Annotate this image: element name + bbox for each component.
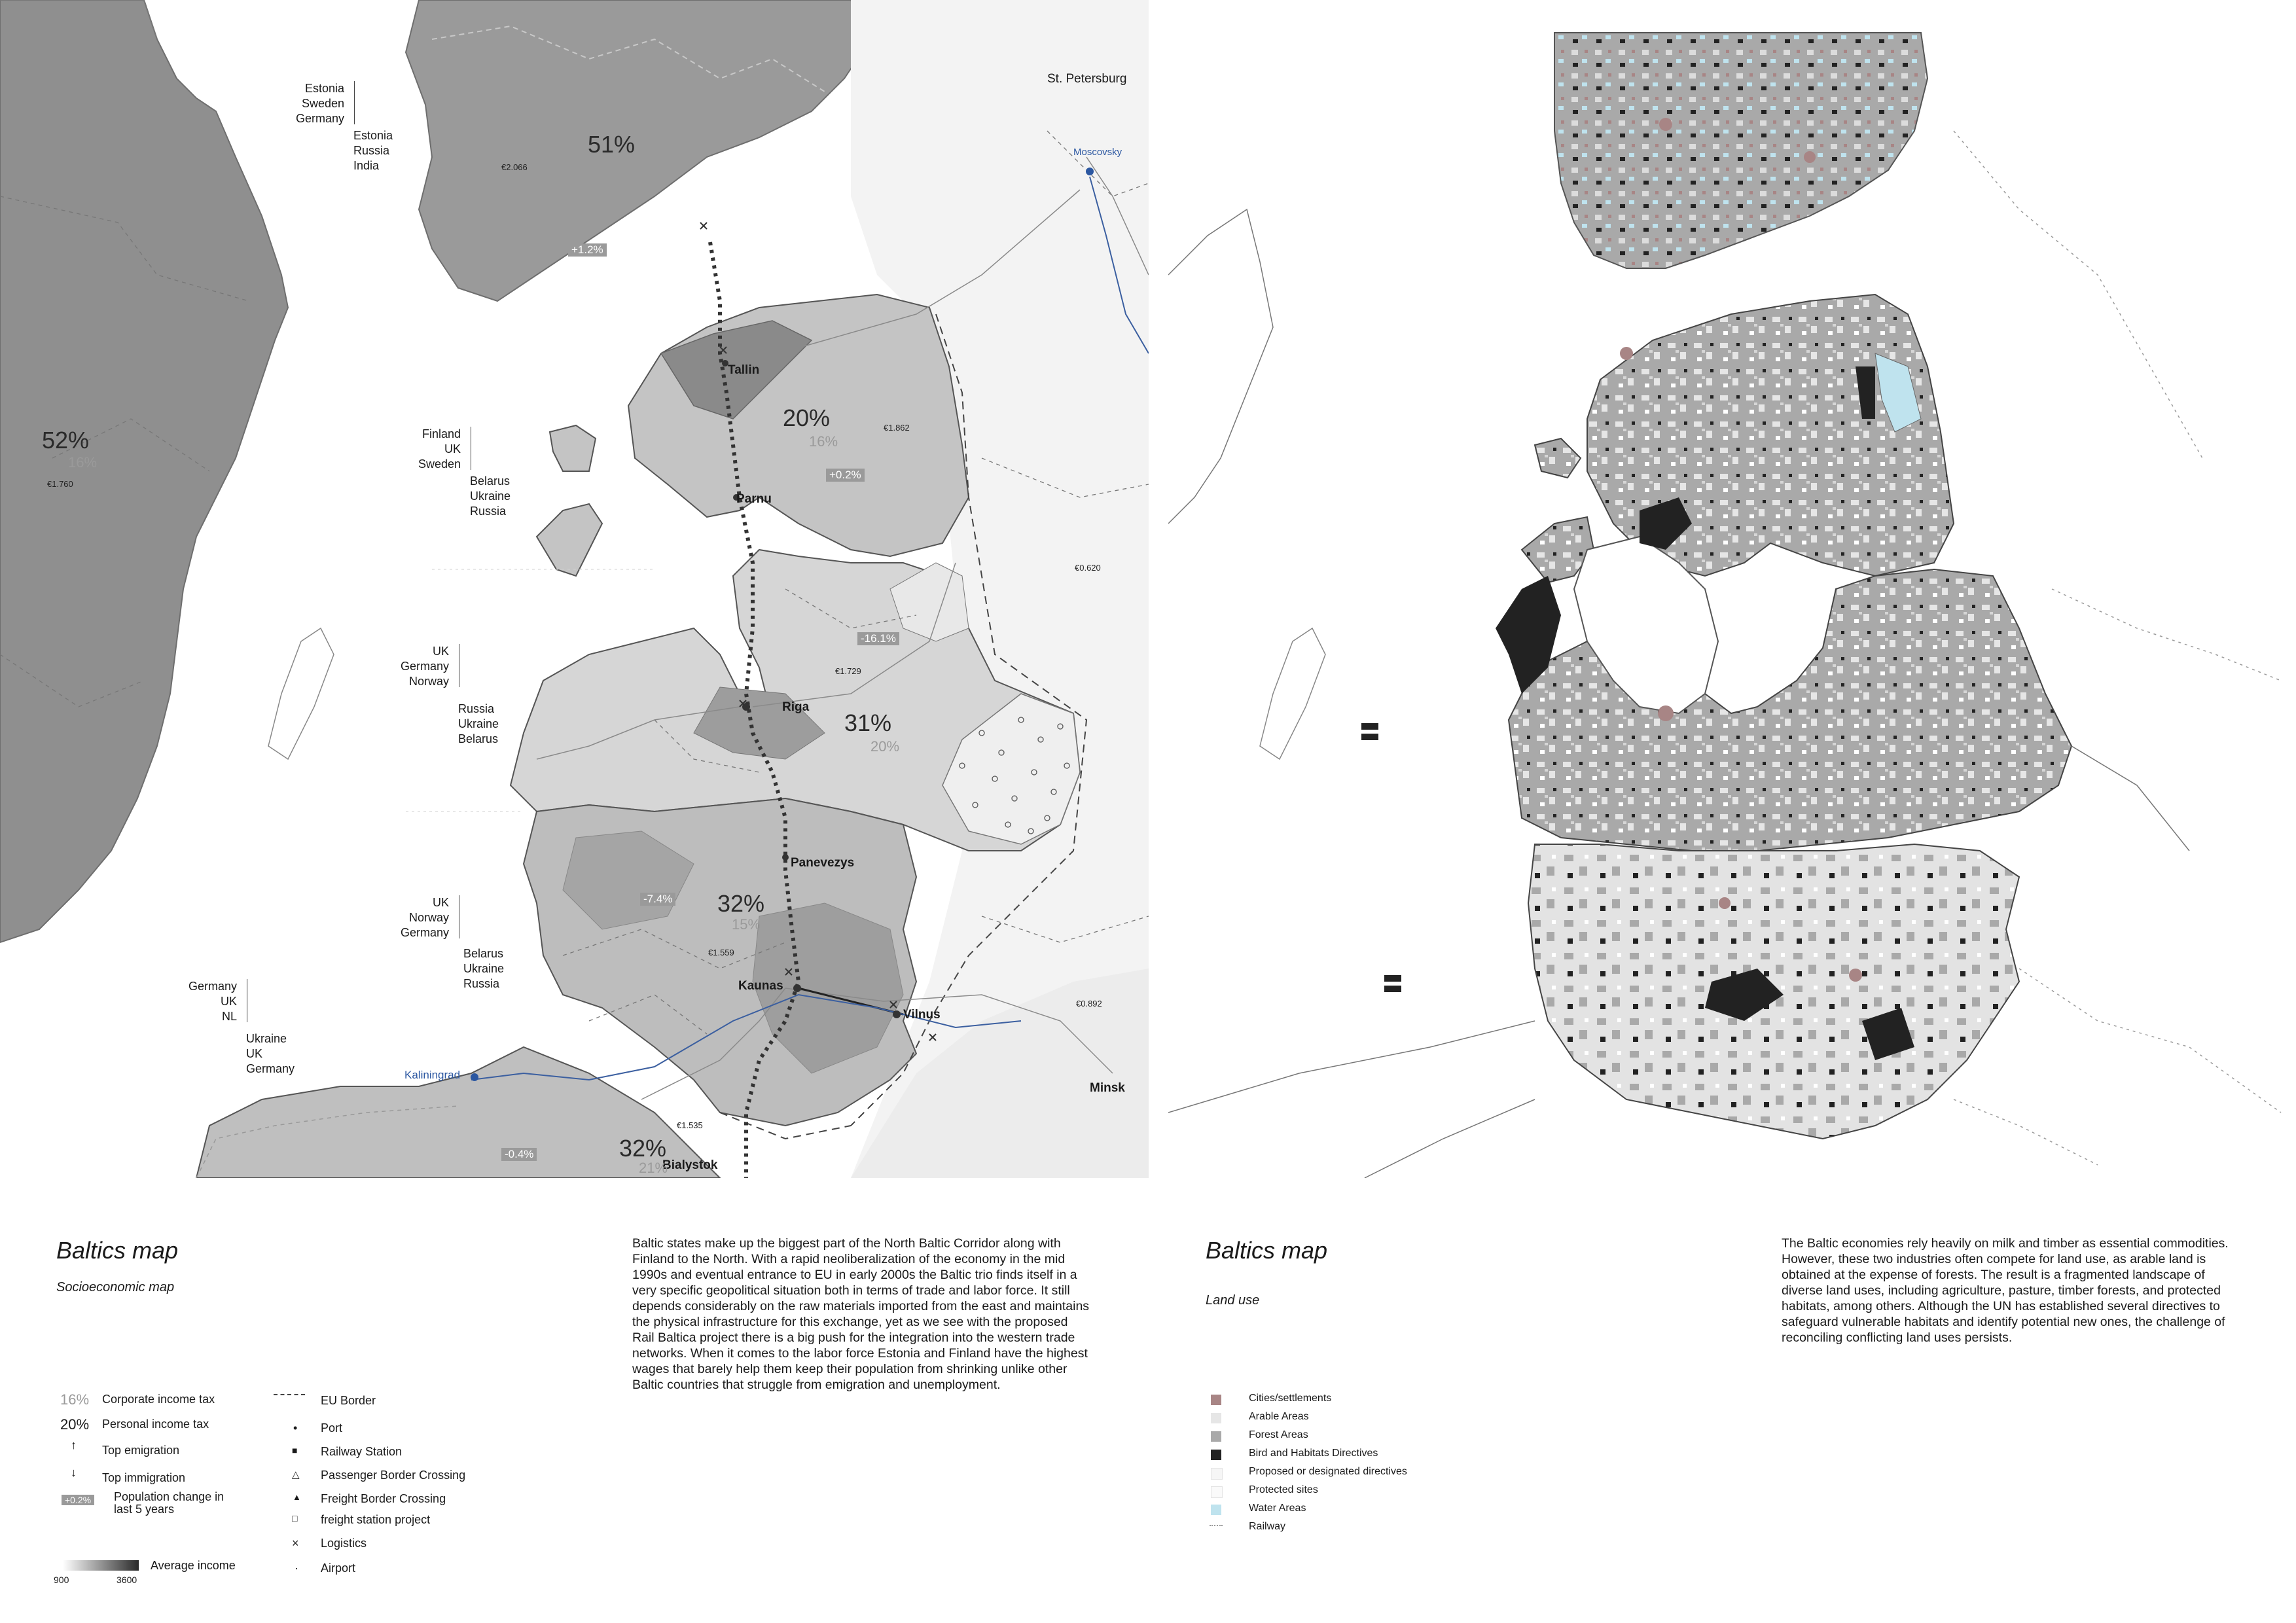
finland-immigration: Estonia Russia India: [353, 129, 393, 172]
finland-cit: 16%: [618, 160, 647, 176]
lithuania-emigration: UK Norway Germany: [389, 895, 449, 940]
latvia-emigration: UK Germany Norway: [389, 644, 449, 689]
legend-freight-crossing: Freight Border Crossing: [321, 1492, 446, 1505]
estonia-income: €1.862: [884, 423, 910, 433]
income-gradient-bar: [63, 1560, 139, 1571]
legend-passenger-crossing: Passenger Border Crossing: [321, 1469, 466, 1482]
sweden-income: €1.760: [47, 479, 73, 489]
legend-railway-station: Railway Station: [321, 1445, 403, 1458]
port-dot-icon: •: [293, 1421, 298, 1435]
russia-income: €0.620: [1075, 563, 1101, 573]
lithuania-pit: 32%: [717, 890, 765, 917]
freight-crossing-triangle-icon: ▲: [293, 1492, 301, 1502]
landuse-subtitle: Land use: [1206, 1293, 1260, 1308]
legend-freight-station: freight station project: [321, 1513, 431, 1526]
lithuania-change: -7.4%: [640, 893, 675, 906]
legend-proposed: Proposed or designated directives: [1249, 1466, 1407, 1477]
land-use-map-graphic: [1168, 0, 2296, 1178]
poland-change: -0.4%: [501, 1148, 537, 1161]
legend-airport: Airport: [321, 1561, 356, 1575]
poland-cit: 21%: [639, 1160, 668, 1176]
city-label-tallin: Tallin: [728, 363, 760, 377]
poland-income: €1.535: [677, 1120, 703, 1130]
finland-pit: 51%: [588, 131, 636, 158]
finland-income: €2.066: [501, 162, 528, 172]
socio-subtitle: Socioeconomic map: [56, 1280, 175, 1294]
legend-arable: Arable Areas: [1249, 1411, 1309, 1422]
city-label-bialystok: Bialystok: [662, 1158, 718, 1172]
legend-railway: Railway: [1249, 1521, 1286, 1532]
legend-change-sample: +0.2%: [62, 1495, 94, 1505]
city-label-parnu: Parnu: [736, 492, 772, 506]
belarus-income: €0.892: [1076, 999, 1102, 1008]
sweden-cit: 16%: [68, 454, 98, 471]
poland-immigration: Ukraine UK Germany: [246, 1032, 295, 1075]
legend-pit-sample: 20%: [60, 1416, 90, 1433]
legend-logistics: Logistics: [321, 1537, 367, 1550]
swatch-cities: [1211, 1395, 1221, 1405]
land-use-map[interactable]: [1168, 0, 2296, 1178]
swatch-arable: [1211, 1413, 1221, 1423]
legend-water: Water Areas: [1249, 1503, 1306, 1514]
legend-forest: Forest Areas: [1249, 1429, 1308, 1440]
emigration-arrow-icon: ↑: [71, 1438, 77, 1452]
legend-emig-label: Top emigration: [102, 1444, 180, 1457]
city-label-st-petersburg: St. Petersburg: [1047, 72, 1127, 86]
socioeconomic-map-graphic: [0, 0, 1149, 1178]
railway-station-square-icon: ■: [292, 1445, 298, 1455]
latvia-change: -16.1%: [857, 632, 899, 645]
city-label-panevezys: Panevezys: [791, 856, 855, 870]
city-label-riga: Riga: [782, 700, 810, 714]
city-label-kaliningrad: Kaliningrad: [404, 1069, 461, 1081]
railway-dotted-line-icon: [1210, 1525, 1223, 1526]
legend-port: Port: [321, 1421, 343, 1435]
finland-emigration: Estonia Sweden Germany: [288, 81, 344, 126]
legend-cit-label: Corporate income tax: [102, 1393, 215, 1406]
city-label-moscovsky: Moscovsky: [1073, 147, 1122, 158]
latvia-pit: 31%: [844, 709, 892, 736]
lithuania-immigration: Belarus Ukraine Russia: [463, 947, 505, 990]
estonia-cit: 16%: [809, 433, 838, 450]
emigration-arrow-icon: [354, 81, 355, 124]
immigration-arrow-icon: ↓: [71, 1466, 77, 1479]
estonia-emigration: Finland UK Sweden: [406, 427, 461, 472]
estonia-change: +0.2%: [826, 469, 865, 482]
lithuania-income: €1.559: [708, 948, 734, 957]
legend-eu-border: EU Border: [321, 1394, 376, 1407]
legend-cities: Cities/settlements: [1249, 1393, 1332, 1404]
swatch-bird-habitats: [1211, 1450, 1221, 1460]
latvia-income: €1.729: [835, 666, 861, 676]
estonia-pit: 20%: [783, 404, 831, 431]
lithuania-cit: 15%: [732, 916, 761, 933]
swatch-water: [1211, 1505, 1221, 1515]
city-label-vilnus: Vilnus: [903, 1008, 941, 1022]
legend-protected: Protected sites: [1249, 1484, 1318, 1495]
sweden-pit: 52%: [42, 427, 90, 454]
legend-change-label: Population change in last 5 years: [114, 1490, 224, 1516]
latvia-cit: 20%: [870, 738, 900, 755]
landuse-paragraph: The Baltic economies rely heavily on milk and timber as essential commodities. However, these two industries often compete for land use, as arable land is obtained at the expense of forests. The result is a fragmented landscape of diverse land uses, including agriculture, pasture, timber forests, and protected habitats, among others. Although the UN has established several directives to safeguard vulnerable habitats and identify potential new ones, the challenge of reconciling conflicting land uses persists.: [1782, 1236, 2229, 1345]
swatch-protected: [1211, 1486, 1223, 1498]
legend-income-max: 3600: [117, 1575, 137, 1585]
swatch-forest: [1211, 1431, 1221, 1442]
legend-bird-habitats: Bird and Habitats Directives: [1249, 1448, 1378, 1459]
logistics-x-icon: ×: [292, 1537, 299, 1550]
legend-cit-sample: 16%: [60, 1391, 90, 1408]
city-label-minsk: Minsk: [1090, 1081, 1125, 1095]
airport-dot-icon: ·: [295, 1561, 298, 1575]
finland-change: +1.2%: [568, 243, 607, 257]
poland-emigration: Germany UK NL: [177, 979, 237, 1024]
latvia-immigration: Russia Ukraine Belarus: [458, 702, 499, 745]
freight-station-square-icon: □: [292, 1513, 298, 1524]
estonia-immigration: Belarus Ukraine Russia: [470, 474, 511, 518]
landuse-title: Baltics map: [1206, 1237, 1328, 1264]
swatch-proposed: [1211, 1468, 1223, 1480]
passenger-crossing-triangle-icon: △: [292, 1469, 300, 1480]
socio-title: Baltics map: [56, 1237, 179, 1264]
socioeconomic-map[interactable]: [0, 0, 1149, 1178]
poland-pit: 32%: [619, 1135, 667, 1162]
legend-pit-label: Personal income tax: [102, 1418, 209, 1431]
socio-paragraph: Baltic states make up the biggest part of the North Baltic Corridor along with Finland to the North. With a rapid neoliberalization of the economy in the mid 1990s and eventual entrance to EU in early 2000s the Baltic trio finds itself in a very specific geopolitical situation both in terms of trade and labor force. It still depends considerably on the raw materials imported from the east and maintains the physical infrastructure for this exchange, yet as we see with the proposed Rail Baltica project there is a big push for the integration into the western trade networks. When it comes to the labor force Estonia and Finland have the highest wages that barely help them keep their population from shrinking unlike other Baltic countries that struggle from emigration and unemployment.: [632, 1236, 1090, 1392]
legend-income-min: 900: [54, 1575, 69, 1585]
city-label-kaunas: Kaunas: [738, 979, 783, 993]
legend-income-label: Average income: [151, 1559, 236, 1572]
eu-border-line-icon: [274, 1394, 305, 1395]
legend-immig-label: Top immigration: [102, 1471, 186, 1484]
